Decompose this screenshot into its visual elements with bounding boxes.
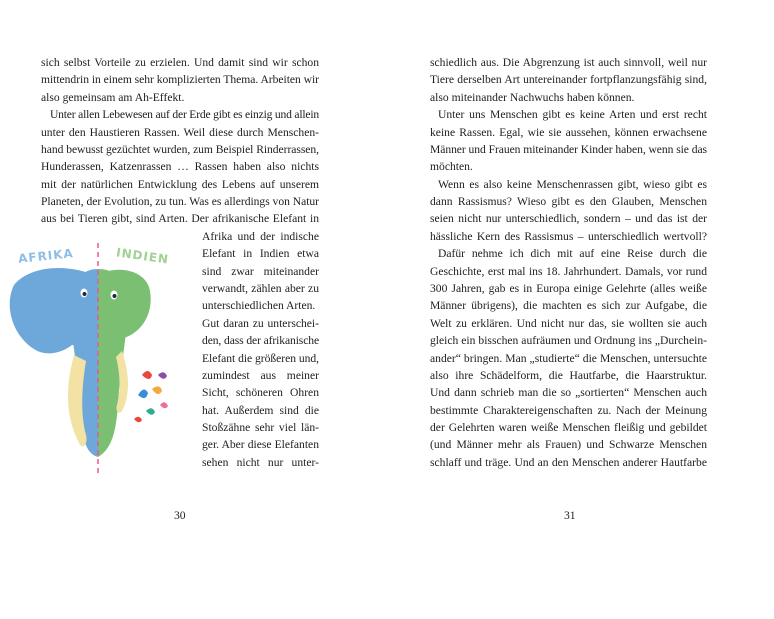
left-narrow-line-13: ger. Aber diese Elefanten [202, 438, 319, 451]
right-line-20: Und dann schrieb man die so „sortierten“ Menschen auch [430, 386, 707, 399]
left-narrow-line-3: sind zwar miteinander [202, 265, 319, 278]
splash-drop-6 [160, 402, 168, 408]
left-line-1: sich selbst Vorteile zu erzielen. Und damit sind wir schon [41, 56, 319, 69]
splash-drop-3 [138, 389, 148, 398]
right-line-3: also miteinander Nachwuchs haben können. [430, 91, 635, 104]
left-line-9: Planeten, der Evolution, zu tun. Was es allerdings von Natur [41, 195, 319, 208]
left-line-2: mittendrin in einem sehr komplizierten Thema. Arbeiten wir [41, 73, 319, 86]
right-line-4: Unter uns Menschen gibt es keine Arten und erst recht [438, 108, 707, 121]
right-line-9: dann Rassismus? Wieso gibt es den Glauben, Menschen [430, 195, 707, 208]
splash-drop-5 [146, 408, 155, 415]
left-narrow-line-11: hat. Außerdem sind die [202, 404, 319, 417]
splash-drop-2 [152, 386, 162, 394]
right-line-2: Tiere derselben Art untereinander fortpflanzungsfähig sind, [430, 73, 707, 86]
left-narrow-line-4: verwandt, zählen aber zu [202, 282, 319, 295]
splash-drop-4 [158, 372, 167, 379]
left-narrow-line-5: unterschiedlichen Arten. [202, 299, 316, 312]
right-line-15: Männer übrigens), die machten es sich zur Aufgabe, die [430, 299, 707, 312]
right-line-23: (und Männer mehr als Frauen) und Schwarze Menschen [430, 438, 707, 451]
label-indien: INDIEN [115, 245, 170, 267]
right-line-8: Wenn es also keine Menschenrassen gibt, wieso gibt es [438, 178, 707, 191]
left-line-10: aus bei Tieren gibt, sind Arten. Der afrikanische Elefant in [41, 212, 319, 225]
elephant-illustration [0, 235, 196, 480]
elephant-drawing [0, 235, 196, 480]
right-line-16: Welt zu erklären. Und nicht nur das, sie wollten sie auch [430, 317, 707, 330]
left-narrow-line-6: Gut daran zu unterschei- [202, 317, 319, 330]
right-line-17: gleich ein bisschen aufräumen und Ordnung ins „Durchein- [430, 334, 707, 347]
splash-drop-7 [134, 417, 142, 423]
right-line-6: Männer und Frauen miteinander Kinder haben, wenn sie das [430, 143, 707, 156]
right-line-21: bestimmte Charaktereigenschaften zu. Nach der Meinung [430, 404, 707, 417]
right-line-12: Dafür nehme ich dich mit auf eine Reise durch die [438, 247, 707, 260]
right-line-18: ander“ bringen. Man „studierte“ die Menschen, untersuchte [430, 352, 707, 365]
left-narrow-line-7: den, dass der afrikanische [202, 334, 319, 347]
left-narrow-line-12: Stoßzähne sehr viel län- [202, 421, 319, 434]
right-line-1: schiedlich aus. Die Abgrenzung ist auch sinnvoll, weil nur [430, 56, 707, 69]
page-number-right: 31 [564, 509, 576, 522]
right-line-11: hässliche Kern des Rassismus – unterschiedlich wertvoll? [430, 230, 707, 243]
right-line-19: also ihre Schädelform, die Hautfarbe, die Haarstruktur. [430, 369, 707, 382]
left-line-3: also gemeinsam am Ah-Effekt. [41, 91, 185, 104]
right-line-24: schlaff und träge. Und an den Menschen anderer Hautfarbe [430, 456, 707, 469]
page-number-left: 30 [174, 509, 186, 522]
left-line-8: mit der natürlichen Entwicklung des Lebens auf unserem [41, 178, 319, 191]
right-line-5: keine Rassen. Egal, wie sie aussehen, können erwachsene [430, 126, 707, 139]
left-narrow-line-9: zumindest aus meiner [202, 369, 319, 382]
right-line-22: der Gelehrten waren weiße Menschen fleißig und gebildet [430, 421, 707, 434]
right-line-10: seien nicht nur unterschiedlich, sondern – und das ist der [430, 212, 707, 225]
left-line-5: unter den Haustieren Rassen. Weil diese durch Menschen- [41, 126, 319, 139]
right-line-7: möchten. [430, 160, 473, 173]
left-narrow-line-14: sehen nicht nur unter- [202, 456, 319, 469]
right-line-13: Geschichte, erst mal ins 18. Jahrhundert. Damals, vor rund [430, 265, 707, 278]
right-line-14: 300 Jahren, gab es in Europa einige Gelehrte (alles weiße [430, 282, 707, 295]
left-line-6: hand bewusst gezüchtet wurden, zum Beispiel Rinderrassen, [41, 143, 319, 156]
splash-drop-1 [142, 371, 152, 379]
left-line-7: Hunderassen, Katzenrassen … Rassen haben also nichts [41, 160, 319, 173]
left-narrow-line-1: Afrika und der indische [202, 230, 319, 243]
left-narrow-line-10: Sicht, schöneren Ohren [202, 386, 319, 399]
left-line-4: Unter allen Lebewesen auf der Erde gibt es einzig und allein [50, 108, 319, 121]
left-narrow-line-2: Elefant in Indien etwa [202, 247, 319, 260]
left-narrow-line-8: Elefant die größeren und, [202, 352, 319, 365]
label-afrika: AFRIKA [17, 246, 75, 266]
